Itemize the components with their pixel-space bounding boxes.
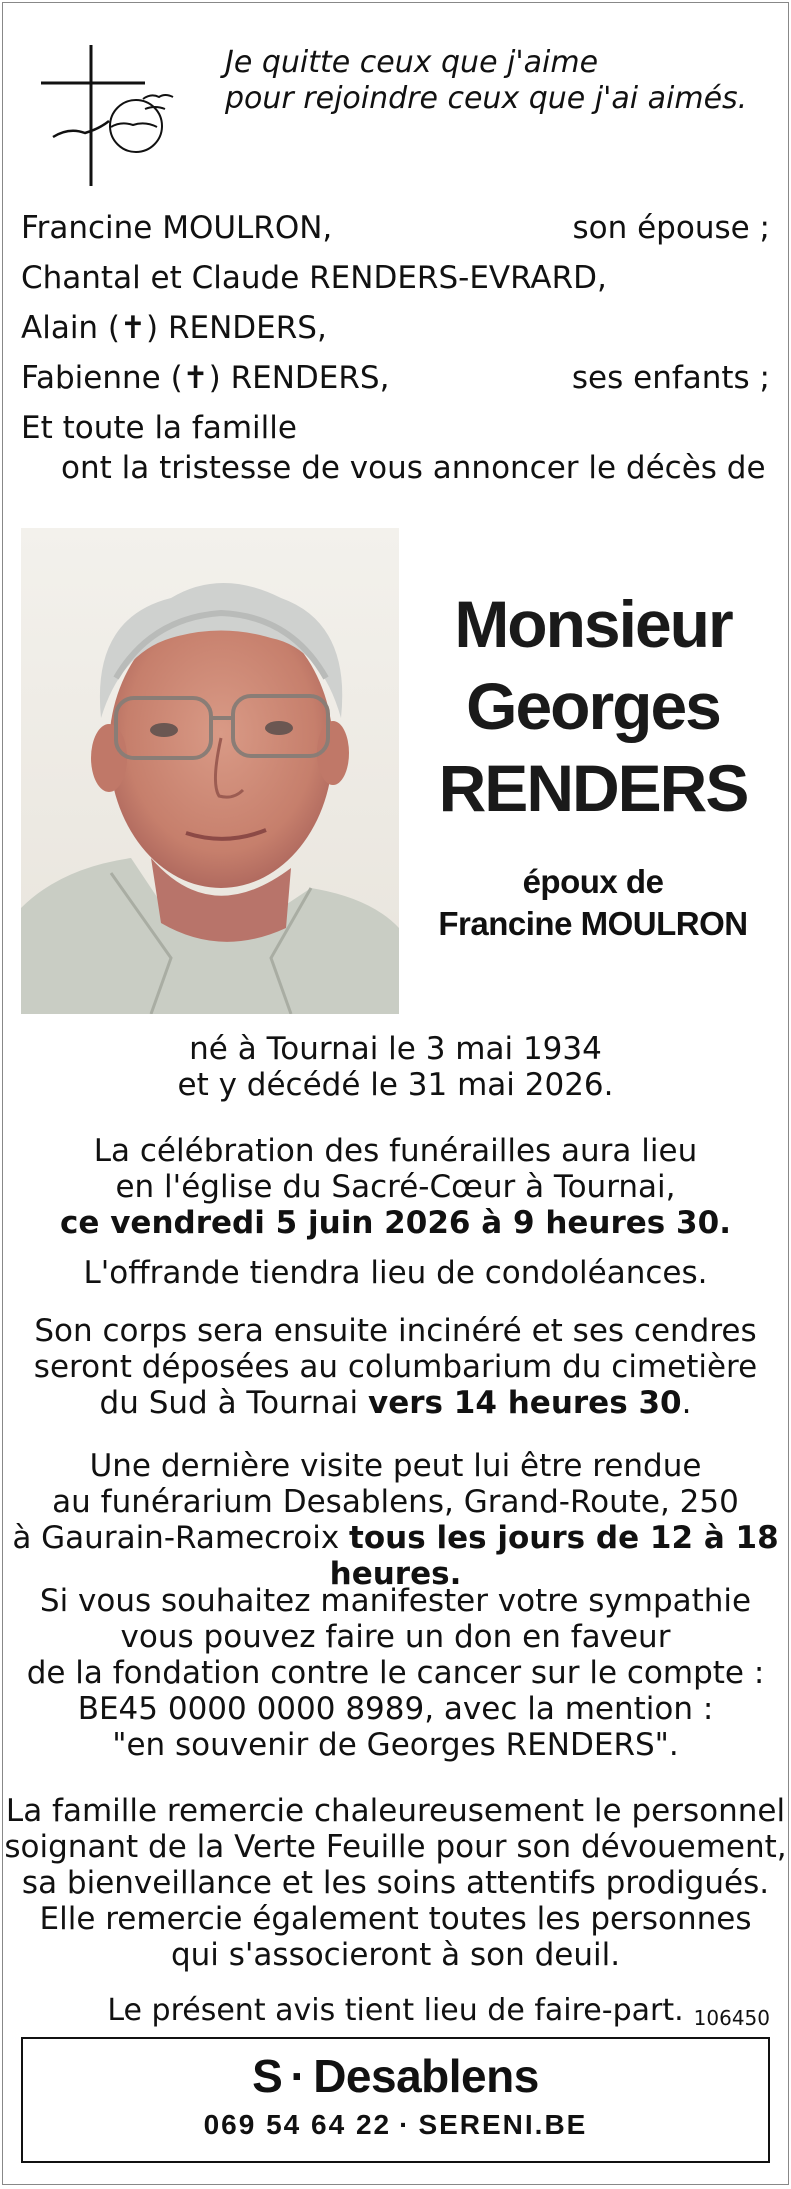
ceremony-line: en l'église du Sacré-Cœur à Tournai, [115,1169,676,1205]
thanks-info [3,1793,788,1973]
thanks-line: sa bienveillance et les soins attentifs prodigués. [21,1865,770,1901]
donation-line: Si vous souhaitez manifester votre sympathie [39,1583,752,1619]
ceremony-line: La célébration des funérailles aura lieu [93,1133,698,1169]
deceased-last-name: RENDERS [438,751,748,825]
birth-death [3,1031,788,1103]
family-role: son épouse ; [572,210,770,246]
donation-mention: "en souvenir de Georges RENDERS". [112,1727,679,1763]
ceremony-info [3,1133,788,1241]
funeral-home-logo [23,2047,768,2105]
portrait-photo [21,528,399,1014]
visit-line: Une dernière visite peut lui être rendue [89,1448,702,1484]
contact-line [23,2105,768,2145]
donation-info [3,1583,788,1763]
visit-place: à Gaurain-Ramecroix [12,1520,350,1556]
quote-line: Je quitte ceux que j'aime [225,45,599,80]
visit-line: au funérarium Desablens, Grand-Route, 250 [52,1484,739,1520]
cremation-time: vers 14 heures 30 [368,1385,682,1421]
offering-line: L'offrande tiendra lieu de condoléances. [83,1255,708,1291]
cremation-info [3,1313,788,1421]
thanks-line: La famille remercie chaleureusement le personnel [5,1793,786,1829]
cremation-place: du Sud à Tournai [99,1385,369,1421]
visit-line [3,1520,788,1592]
donation-line: vous pouvez faire un don en faveur [120,1619,671,1655]
deceased-first-name: Georges [466,669,720,743]
family-name: Francine MOULRON, [21,210,333,246]
visit-info [3,1448,788,1592]
reference-number: 106450 [693,2006,770,2030]
family-name: Chantal et Claude RENDERS-EVRARD, [21,260,607,296]
visit-hours: tous les jours de 12 à 18 heures. [329,1520,779,1592]
dot-separator-icon: · [399,2109,411,2140]
family-name: Alain (✝) RENDERS, [21,310,327,346]
cremation-punct: . [681,1385,692,1421]
funeral-home-footer [21,2037,770,2163]
quote [225,45,747,117]
cross-emblem-icon [33,41,183,191]
announcement-text: ont la tristesse de vous annoncer le décès de [61,450,766,486]
obituary-notice [2,2,789,2185]
cremation-line [3,1385,788,1421]
ceremony-date: ce vendredi 5 juin 2026 à 9 heures 30. [60,1205,731,1241]
phone-number: 069 54 64 22 [203,2109,392,2140]
notice-line: Le présent avis tient lieu de faire-part. [107,1993,684,2028]
birth-line: né à Tournai le 3 mai 1934 [189,1031,602,1067]
cremation-line: Son corps sera ensuite incinéré et ses cendres [34,1313,757,1349]
cremation-line: seront déposées au columbarium du cimetière [33,1349,758,1385]
family-name: Et toute la famille [21,410,297,446]
website-link[interactable]: SERENI.BE [418,2109,588,2140]
family-role: ses enfants ; [571,360,770,396]
thanks-line: qui s'associeront à son deuil. [170,1937,621,1973]
deceased-block [423,583,763,945]
family-name: Fabienne (✝) RENDERS, [21,360,390,396]
brand-initial: S [252,2050,283,2102]
dot-separator-icon: · [290,2050,306,2102]
spouse-name: Francine MOULRON [438,905,748,942]
death-line: et y décédé le 31 mai 2026. [177,1067,614,1103]
deceased-title: Monsieur [454,587,732,661]
thanks-line: Elle remercie également toutes les personnes [39,1901,752,1937]
brand-name: Desablens [313,2050,539,2102]
thanks-line: soignant de la Verte Feuille pour son dévouement, [4,1829,787,1865]
spouse-label: époux de [522,863,664,900]
donation-account: BE45 0000 0000 8989, avec la mention : [77,1691,714,1727]
donation-line: de la fondation contre le cancer sur le compte : [26,1655,765,1691]
quote-line: pour rejoindre ceux que j'ai aimés. [225,81,748,116]
